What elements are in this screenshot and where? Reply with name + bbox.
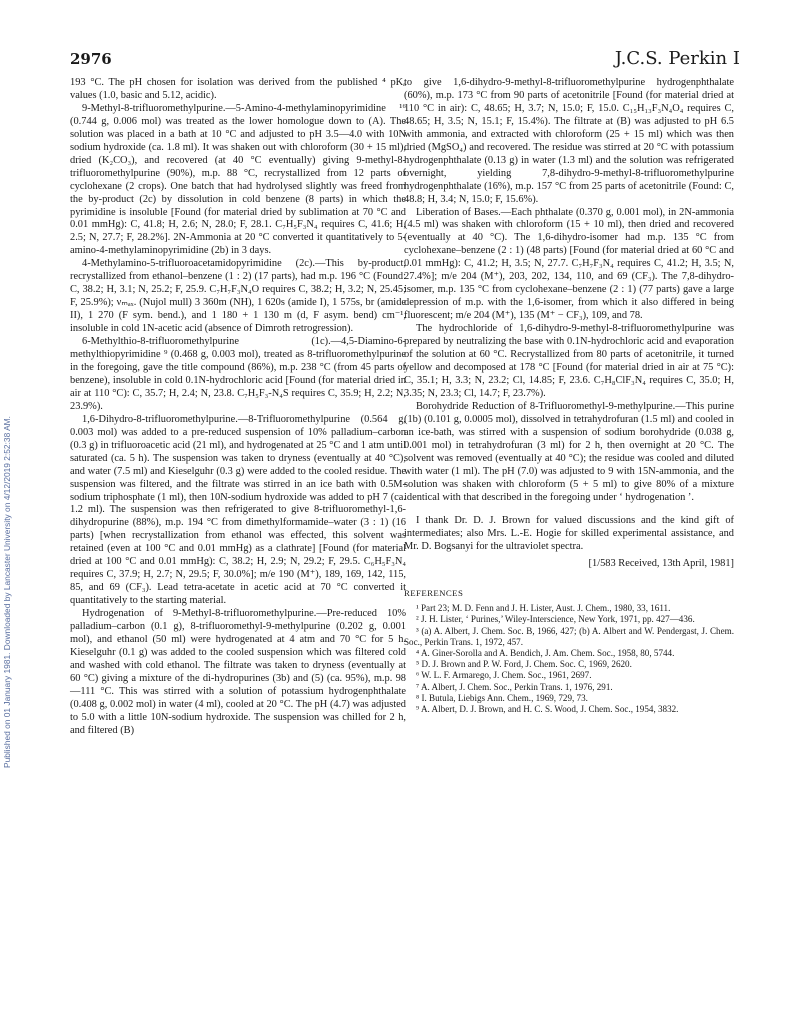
reference-item: ⁹ A. Albert, D. J. Brown, and H. C. S. Wood, J. Chem. Soc., 1954, 3832. xyxy=(416,704,679,715)
journal-title: J.C.S. Perkin I xyxy=(614,48,740,69)
reference-item: ¹ Part 23; M. D. Fenn and J. H. Lister, Aust. J. Chem., 1980, 33, 1611. xyxy=(416,603,671,614)
reference-item: ² J. H. Lister, ‘ Purines,’ Wiley-Interscience, New York, 1971, pp. 427—436. xyxy=(416,614,695,625)
reference-item: ⁶ W. L. F. Armarego, J. Chem. Soc., 1961, 2697. xyxy=(416,670,592,681)
reference-item: ³ (a) A. Albert, J. Chem. Soc. B, 1966, 427; (b) A. Albert and W. Pendergast, J. Chem. Soc., Perkin Trans. 1, 1972, 457. xyxy=(404,625,734,647)
acknowledgement: I thank Dr. D. J. Brown for valued discussions and the kind gift of intermediates; also Mrs. L.-E. Hogie for skilled experimental assistance, and Mr. D. Bogsanyi for the ultraviolet spectra. xyxy=(404,515,734,553)
references-list xyxy=(404,603,734,715)
paragraph: 6-Methylthio-8-trifluoromethylpurine (1c).—4,5-Diamino-6-methylthiopyrimidine ⁹ (0.468 g, 0.003 mol), treated as 8-trifluoromethylpurine in the foregoing, gave the title compound (86%), m.p. 238 °C (from 45 parts of benzene), insoluble in cold 0.1N-hydrochloric acid [Found (for material dried in air at 110 °C): C, 35.7; H, 2.4; N, 23.8. C₇H₅F₃-N₄S requires C, 35.9; H, 2.2; N, 23.9%). xyxy=(70,336,406,412)
reference-item: ⁷ A. Albert, J. Chem. Soc., Perkin Trans. 1, 1976, 291. xyxy=(416,681,613,692)
reference-item: ⁸ I. Butula, Liebigs Ann. Chem., 1969, 729, 73. xyxy=(416,692,588,703)
paragraph: 1,6-Dihydro-8-trifluoromethylpurine.—8-Trifluoromethylpurine (0.564 g, 0.003 mol) was added to a pre-reduced suspension of 10% palladium–carbon (0.3 g) in trifluoroacetic acid (21 ml), and hydrogenated at 25 °C and 1 atm until saturated (ca. 5 h). The suspension was taken to dryness (eventually at 40 °C), and water (7.5 ml) and Kieselguhr (0.3 g) were added to the cooled residue. The suspension was filtered, and the filtrate was stirred in an ice bath with 0.5M-sodium triphosphate (1 ml), then 10N-sodium hydroxide was added to pH 7 (ca. 1.2 ml). The suspension was then refrigerated to give 8-trifluoromethyl-1,6-dihydropurine (88%), m.p. 194 °C from dimethylformamide–water (3 : 1) (16 parts) [when recrystallization from ethanol was effected, this solvent was retained (even at 100 °C and 0.01 mmHg) as a clathrate] [Found (for material dried at 100 °C and 0.01 mmHg): C, 38.2; H, 2.9; N, 29.2; F, 29.5. C₆H₅F₃N₄ requires C, 37.9; H, 2.7; N, 29.5; F, 30.0%]; m/e 190 (M⁺), 189, 169, 142, 115, 85, and 69 (CF₃). Lead tetra-acetate in acetic acid at 70 °C converted it quantitatively to the starting material. xyxy=(70,413,406,607)
reference-item: ⁵ D. J. Brown and P. W. Ford, J. Chem. Soc. C, 1969, 2620. xyxy=(416,659,632,670)
received-date: [1/583 Received, 13th April, 1981] xyxy=(588,558,734,570)
paragraph: The hydrochloride of 1,6-dihydro-9-methyl-8-trifluoromethylpurine was prepared by neutralizing the base with 0.1N-hydrochloric acid and evaporation of the solution at 60 °C. Recrystallized from 80 parts of acetonitrile, it turned yellow and decomposed at 178 °C [Found (for material dried in air at 75 °C): C, 35.1; H, 3.3; N, 23.2; Cl, 14.85; F, 23.6. C₇H₈ClF₃N₄ requires C, 35.0; H, 3.35; N, 23.3; Cl, 14.7; F, 23.7%). xyxy=(404,323,734,399)
reference-item: ⁴ A. Giner-Sorolla and A. Bendich, J. Am. Chem. Soc., 1958, 80, 5744. xyxy=(416,648,675,659)
right-column xyxy=(404,77,734,715)
page-number: 2976 xyxy=(70,50,112,68)
paragraph: 193 °C. The pH chosen for isolation was derived from the published ⁴ pKₐ values (1.0, basic and 5.12, acidic). xyxy=(70,77,406,101)
paragraph: Hydrogenation of 9-Methyl-8-trifluoromethylpurine.—Pre-reduced 10% palladium–carbon (0.1 g), 8-trifluoromethyl-9-methylpurine (0.202 g, 0.001 mol), and ethanol (50 ml) were hydrogenated at 4 atm and 70 °C for 5 h. Kieselguhr (0.1 g) was added to the cooled suspension which was filtered cold and washed with cold ethanol. The filtrate was taken to dryness (eventually at 60 °C) giving a mixture of the di-hydropurines (3b) and (5) (ca. 95%), m.p. 98—111 °C. This was stirred with a solution of potassium hydrogenphthalate (0.408 g, 0.002 mol) in water (4 ml), cooled at 20 °C. The pH (4.7) was adjusted to 5.0 with a little 10N-sodium hydroxide. The suspension was chilled for 2 h, and filtered (B) xyxy=(70,608,406,736)
download-stamp: Published on 01 January 1981. Downloaded by Lancaster University on 4/12/2019 2:52:38 AM. xyxy=(2,416,12,768)
left-column xyxy=(70,77,406,738)
paragraph: 4-Methylamino-5-trifluoroacetamidopyrimidine (2c).—This by-product, recrystallized from ethanol–benzene (1 : 2) (17 parts), had m.p. 196 °C (Found: C, 38.2; H, 3.1; N, 25.2; F, 25.9. C₇H₇F₃N₄O requires C, 38.2; H, 3.2; N, 25.45; F, 25.9%); νₘₐₓ. (Nujol mull) 3 360m (NH), 1 620s (amide I), 1 575s, br (amide II), 1 270 (F sym. bend.), and 1 180 + 1 130 m (d, F asym. bend) cm⁻¹, insoluble in cold 1N-acetic acid (absence of Dimroth retrogression). xyxy=(70,258,406,335)
paragraph: to give 1,6-dihydro-9-methyl-8-trifluoromethylpurine hydrogenphthalate (60%), m.p. 173 °C from 90 parts of acetonitrile [Found (for material dried at 110 °C in air): C, 48.65; H, 3.7; N, 15.0; F, 15.0. C₁₅H₁₃F₃N₄O₄ requires C, 48.65; H, 3.5; N, 15.1; F, 15.4%). The filtrate at (B) was adjusted to pH 6.5 with ammonia, and extracted with chloroform (25 + 15 ml) which was then dried (MgSO₄) and recovered. The residue was stirred at 20 °C with potassium hydrogenphthalate (0.13 g) in water (1.3 ml) and the solution was refrigerated overnight, yielding 7,8-dihydro-9-methyl-8-trifluoromethylpurine hydrogenphthalate (16%), m.p. 157 °C from 25 parts of acetonitrile (Found: C, 48.8; H, 3.4; N, 15.0; F, 15.6%). xyxy=(404,77,734,205)
paragraph: 9-Methyl-8-trifluoromethylpurine.—5-Amino-4-methylaminopyrimidine ¹⁶ (0.744 g, 0.006 mol) was treated as the lower homologue down to (A). The solution was placed in a bath at 10 °C and adjusted to pH 3.5—4.0 with 10N sodium hydroxide (ca. 1.8 ml). It was shaken out with chloroform (30 + 15 ml), dried (K₂CO₃), and recovered (at 40 °C eventually) giving 9-methyl-8-trifluoromethylpurine (90%), m.p. 88 °C, recrystallized from 12 parts of cyclohexane (2 crops). One batch that had hydrolysed slightly was freed from the by-product (2c) by dissolution in cold benzene (8 parts) in which the pyrimidine is insoluble [Found (for material dried by sublimation at 70 °C and 0.01 mmHg): C, 41.8; H, 2.6; N, 28.0; F, 28.1. C₇H₅F₃N₄ requires C, 41.6; H, 2.5; N, 27.7; F, 28.2%]. 2N-Ammonia at 20 °C converted it quantitatively to 5-amino-4-methylaminopyrimidine (2b) in 3 days. xyxy=(70,102,406,257)
references-heading: REFERENCES xyxy=(404,588,464,599)
paragraph: Borohydride Reduction of 8-Trifluoromethyl-9-methylpurine.—This purine (1b) (0.101 g, 0.0005 mol), dissolved in tetrahydrofuran (1.5 ml) and cooled in an ice-bath, was stirred with a suspension of sodium borohydride (0.038 g, 0.001 mol) in tetrahydrofuran (3 ml) for 2 h, then overnight at 20 °C. The solvent was removed (eventually at 40 °C); the residue was cooled and diluted with water (1 ml). The pH (7.0) was adjusted to 9 with 15N-ammonia, and the solution was shaken with chloroform (5 + 5 ml) to give 80% of a mixture identical with that described in the foregoing under ‘ hydrogenation ’. xyxy=(404,400,734,503)
paragraph: Liberation of Bases.—Each phthalate (0.370 g, 0.001 mol), in 2N-ammonia (4.5 ml) was shaken with chloroform (15 + 10 ml), then dried and recovered (eventually at 40 °C). The 1,6-dihydro-isomer had m.p. 135 °C from cyclohexane–benzene (2 : 1) (48 parts) [Found (for material dried at 60 °C and 0.01 mmHg): C, 41.2; H, 3.5; N, 27.7. C₇H₇F₃N₄ requires C, 41.2; H, 3.5; N, 27.4%]; m/e 204 (M⁺), 203, 202, 134, 110, and 69 (CF₃). The 7,8-dihydro-isomer, m.p. 135 °C from cyclohexane–benzene (2 : 1) (77 parts) gave a large depression of m.p. with the 1,6-isomer, from which it also differed in being fluorescent; m/e 204 (M⁺), 135 (M⁺ − CF₃), 109, and 78. xyxy=(404,206,734,322)
